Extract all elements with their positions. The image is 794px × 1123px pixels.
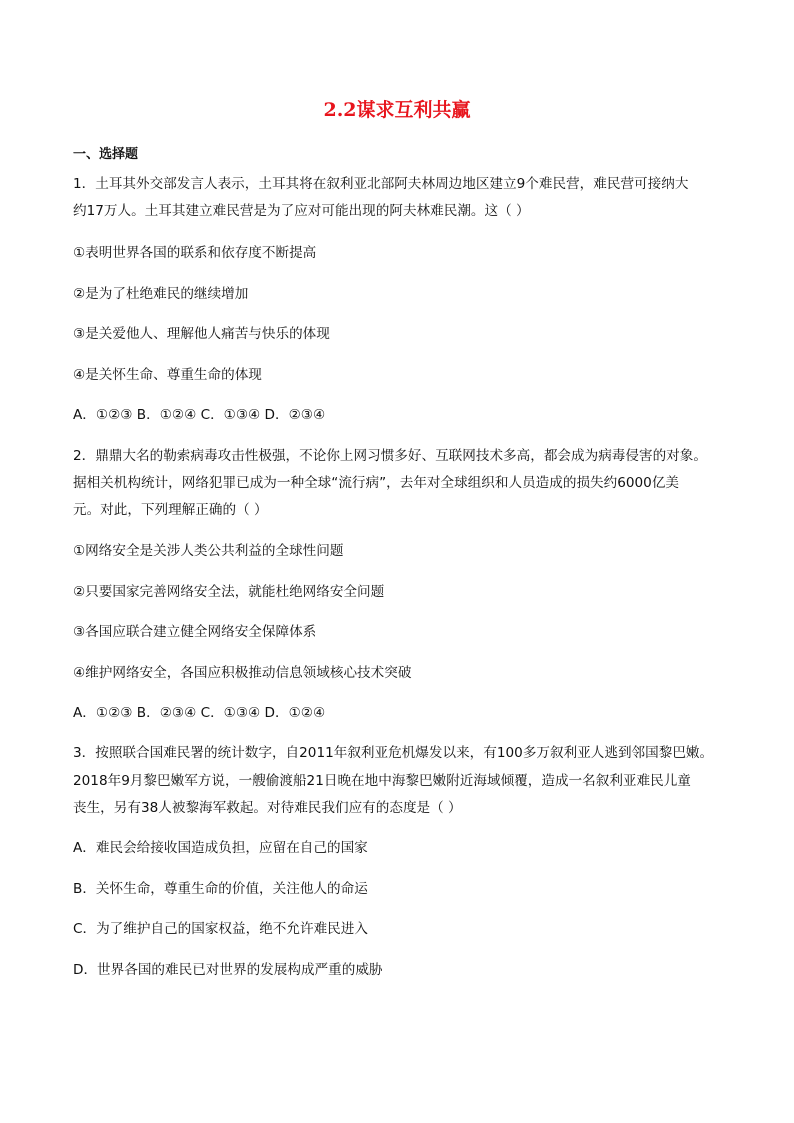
q3-option-c: C．为了维护自己的国家权益，绝不允许难民进入 <box>73 921 368 937</box>
page-title: 2.2谋求互利共赢 <box>323 99 471 121</box>
q3-option-a: A．难民会给接收国造成负担，应留在自己的国家 <box>73 840 368 856</box>
q2-statement-1: ①网络安全是关涉人类公共利益的全球性问题 <box>73 543 344 559</box>
q1-statement-2: ②是为了杜绝难民的继续增加 <box>73 286 249 302</box>
q2-stem-line3: 元。对此，下列理解正确的（ ） <box>73 502 268 518</box>
q2-options: A．①②③ B．②③④ C．①③④ D．①②④ <box>73 705 326 721</box>
q1-stem-line1: 1．土耳其外交部发言人表示，土耳其将在叙利亚北部阿夫林周边地区建立9个难民营，难民营可接纳大 <box>73 176 689 192</box>
q3-stem-line1: 3．按照联合国难民署的统计数字，自2011年叙利亚危机爆发以来，有100多万叙利亚人逃到邻国黎巴嫩。 <box>73 745 714 761</box>
q1-statement-4: ④是关怀生命、尊重生命的体现 <box>73 367 262 383</box>
q2-stem-line2: 据相关机构统计，网络犯罪已成为一种全球“流行病”，去年对全球组织和人员造成的损失约6000亿美 <box>73 475 680 491</box>
q2-statement-3: ③各国应联合建立健全网络安全保障体系 <box>73 624 317 640</box>
q3-option-b: B．关怀生命，尊重生命的价值，关注他人的命运 <box>73 881 368 897</box>
q2-stem-line1: 2．鼎鼎大名的勒索病毒攻击性极强，不论你上网习惯多好、互联网技术多高，都会成为病毒侵害的对象。 <box>73 448 707 464</box>
q1-statement-3: ③是关爱他人、理解他人痛苦与快乐的体现 <box>73 326 330 342</box>
q2-statement-4: ④维护网络安全，各国应积极推动信息领域核心技术突破 <box>73 665 412 681</box>
q1-stem-line2: 约17万人。土耳其建立难民营是为了应对可能出现的阿夫林难民潮。这（ ） <box>73 203 530 219</box>
q1-statement-1: ①表明世界各国的联系和依存度不断提高 <box>73 245 317 261</box>
q3-option-d: D．世界各国的难民已对世界的发展构成严重的威胁 <box>73 962 383 978</box>
q3-stem-line3: 丧生，另有38人被黎海军救起。对待难民我们应有的态度是（ ） <box>73 800 462 816</box>
section-heading: 一、选择题 <box>73 147 139 162</box>
q1-options: A．①②③ B．①②④ C．①③④ D．②③④ <box>73 407 326 423</box>
q3-stem-line2: 2018年9月黎巴嫩军方说，一艘偷渡船21日晚在地中海黎巴嫩附近海域倾覆，造成一名叙利亚难民儿童 <box>73 773 691 789</box>
q2-statement-2: ②只要国家完善网络安全法，就能杜绝网络安全问题 <box>73 584 385 600</box>
